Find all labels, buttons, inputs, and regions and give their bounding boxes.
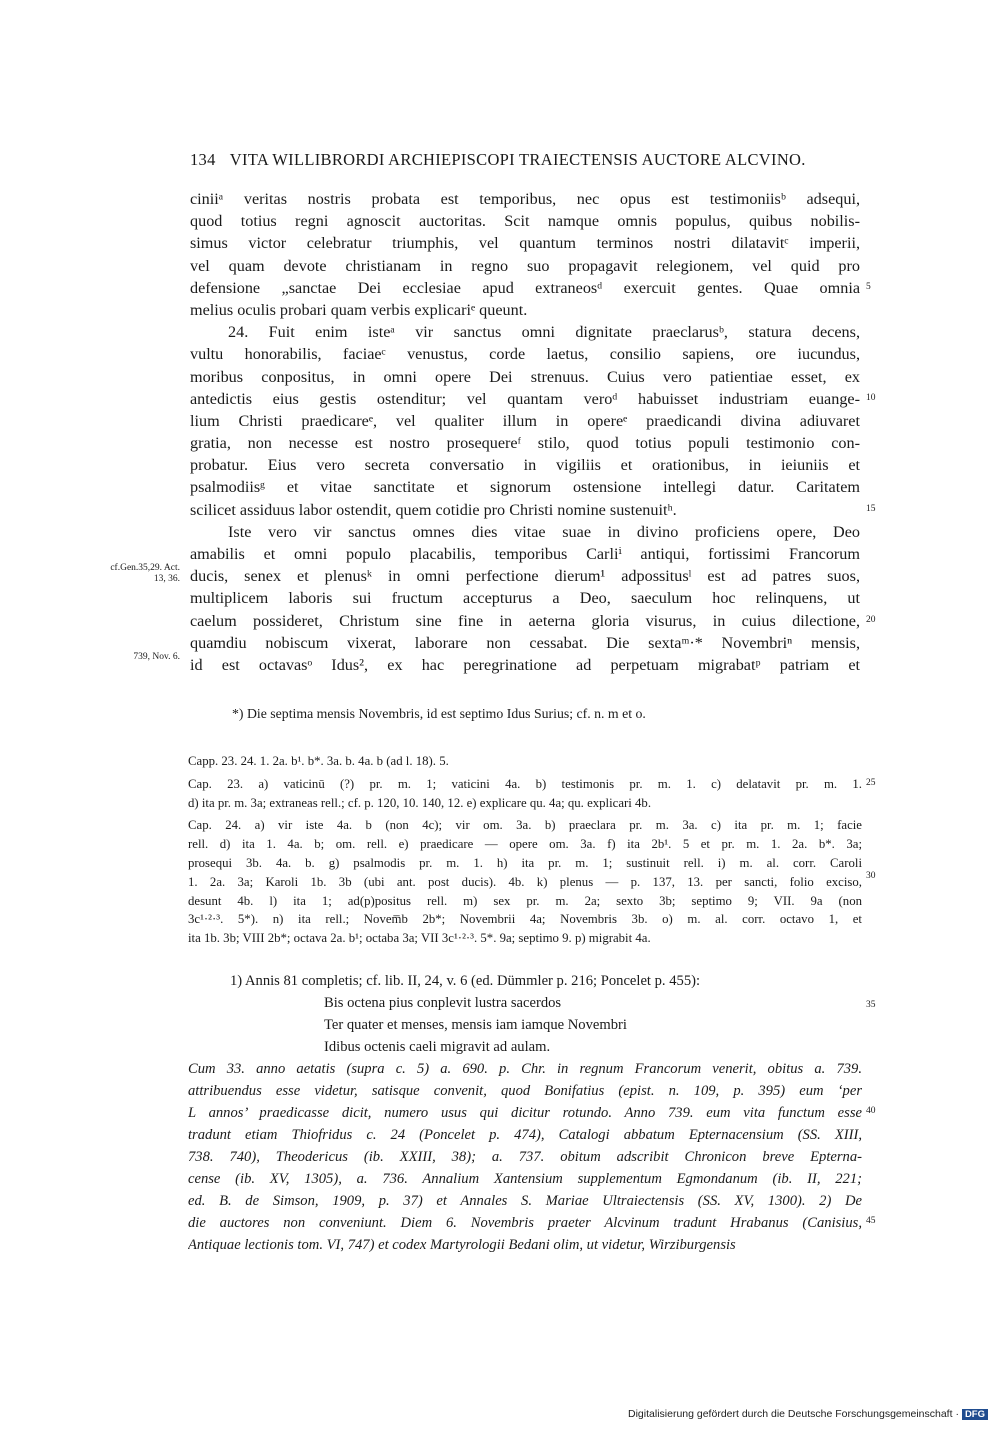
apparatus-line: d) ita pr. m. 3a; extraneas rell.; cf. p. 120, 10. 140, 12. e) explicare qu. 4a; qu. explicari 4b.: [188, 795, 652, 810]
line-number: 15: [866, 504, 876, 514]
line-number: 45: [866, 1216, 876, 1226]
verse-line: Bis octena pius conplevit lustra sacerdos: [324, 995, 562, 1011]
digitization-credit: [628, 1408, 988, 1420]
margin-date: 739, Nov. 6.: [133, 652, 180, 662]
apparatus-line: 3c¹·²·³. 5*). n) ita rell.; Novem̅b 2b*; Novembrii 4a; Novembris 3b. o) m. al. corr. octavo 1, et: [188, 912, 862, 927]
note-line: 1) Annis 81 completis; cf. lib. II, 24, v. 6 (ed. Dümmler p. 216; Poncelet p. 455):: [230, 973, 701, 989]
star-footnote: *) Die septima mensis Novembris, id est septimo Idus Surius; cf. n. m et o.: [232, 706, 646, 721]
line-number: 20: [866, 615, 876, 625]
text-line: psalmodiisᵍ et vitae sanctitate et signorum ostensione intellegi datur. Caritatem: [190, 478, 860, 497]
apparatus-line: prosequi 3b. 4a. b. g) psalmodis pr. m. 1. h) ita pr. m. 1; sustinuit rell. i) m. al. corr. Caroli: [188, 855, 862, 870]
line-number: 35: [866, 1000, 876, 1010]
text-line: multiplicem laboris sui fructum accepturus a Deo, saeculum hoc relinquens, ut: [190, 589, 860, 608]
text-line: vultu honorabilis, faciaeᶜ venustus, corde laetus, consilio sapiens, ore iucundus,: [190, 345, 860, 364]
apparatus-line: Cap. 23. a) vaticinū (?) pr. m. 1; vaticini 4a. b) testimonis pr. m. 1. c) delatavit pr. m. 1.: [188, 776, 862, 791]
text-line: antedictis eius gestis ostenditur; vel quantam veroᵈ habuisset industriam euange-: [190, 389, 860, 408]
note-line: die auctores non conveniunt. Diem 6. Novembris praeter Alcvinum tradunt Hrabanus (Canisius,: [188, 1215, 862, 1231]
apparatus-line: ita 1b. 3b; VIII 2b*; octava 2a. b¹; octaba 3a; VII 3c¹·²·³. 5*. 9a; septimo 9. p) migrabit 4a.: [188, 931, 651, 946]
apparatus-line: rell. d) ita 1. 4a. b; om. rell. e) praedicare — opere om. 3a. f) ita 2b¹. 5 et pr. m. 1. 2a. b*. 3a;: [188, 837, 862, 852]
critical-apparatus: [188, 752, 862, 948]
note-line: Antiquae lectionis tom. VI, 747) et codex Martyrologii Bedani olim, ut videtur, Wirziburgensis: [188, 1237, 736, 1253]
apparatus-line: desunt 4b. l) ita 1; ad(p)positus rell. m) sex pr. m. 2a; sexto 3b; septimo 9; VII. 9a (non: [188, 893, 862, 908]
text-line: 24. Fuit enim isteᵃ vir sanctus omni dignitate praeclarusᵇ, statura decens,: [228, 323, 860, 342]
dfg-logo-badge: DFG: [962, 1409, 988, 1420]
line-number: 30: [866, 871, 876, 881]
credit-text: Digitalisierung gefördert durch die Deutsche Forschungsgemeinschaft ·: [628, 1408, 959, 1420]
line-number: 5: [866, 282, 871, 292]
text-line: amabilis et omni populo placabilis, temporibus Carliⁱ antiqui, fortissimi Francorum: [190, 545, 860, 563]
verse-line: Idibus octenis caeli migravit ad aulam.: [324, 1039, 551, 1055]
apparatus-line: Cap. 24. a) vir iste 4a. b (non 4c); vir om. 3a. b) praeclara pr. m. 3a. c) ita pr. m. 1; facie: [188, 818, 862, 833]
main-text: [190, 188, 860, 676]
note-line: 738. 740), Theodericus (ib. XXIII, 38); a. 737. obitum adscribit Chronicon breve Epterna-: [188, 1149, 862, 1165]
text-line: Iste vero vir sanctus omnes dies vitae suae in divino proficiens opere, Deo: [228, 522, 860, 541]
note-line: L annos’ praedicasse dicit, numero usus qui dicitur rotundo. Anno 739. eum vita functum esse: [188, 1105, 862, 1121]
historical-notes: [188, 970, 862, 1256]
note-line: Cum 33. anno aetatis (supra c. 5) a. 690. p. Chr. in regnum Francorum venerit, obitus a. 739.: [188, 1061, 862, 1077]
text-line: probatur. Eius vero secreta conversatio in vigiliis et orationibus, in ieiuniis et: [190, 456, 860, 475]
note-line: attribuendus esse videtur, satisque convenit, quod Bonifatius (epist. n. 109, p. 395) eum ‘per: [188, 1083, 862, 1099]
text-line: defensione „sanctae Dei ecclesiae apud extraneosᵈ exercuit gentes. Quae omnia: [190, 278, 860, 297]
line-number: 25: [866, 778, 876, 788]
text-line: ciniiᵃ veritas nostris probata est temporibus, nec opus est testimoniisᵇ adsequi,: [190, 190, 860, 208]
line-number: 40: [866, 1106, 876, 1116]
text-line: melius oculis probari quam verbis explicariᵉ queunt.: [190, 300, 528, 319]
text-line: quod totius regni agnoscit auctoritas. Scit namque omnis populus, quibus nobilis-: [190, 212, 860, 231]
margin-reference: cf.Gen.35,29. Act. 13, 36.: [110, 563, 180, 584]
text-line: simus victor celebratur triumphis, vel quantum terminos nostri dilatavitᶜ imperii,: [190, 234, 860, 253]
running-header: [190, 150, 860, 170]
note-line: ed. B. de Simson, 1909, p. 37) et Annales S. Mariae Ultraiectensis (SS. XV, 1300). 2) De: [188, 1193, 862, 1209]
text-line: id est octavasᵒ Idus², ex hac peregrinatione ad perpetuam migrabatᵖ patriam et: [190, 655, 860, 674]
line-number: 10: [866, 393, 876, 403]
text-line: vel quam devote christianam in regno suo propagavit relegionem, vel quid pro: [190, 256, 860, 275]
text-line: caelum possideret, Christum sine fine in aeterna gloria visurus, in cuius dilectione,: [190, 611, 860, 630]
text-line: moribus conpositus, in omni opere Dei strenuus. Cuius vero patientiae esset, ex: [190, 367, 860, 386]
page-number: 134: [190, 150, 216, 169]
text-line: quamdiu nobiscum vixerat, laborare non cessabat. Die sextaᵐ·* Novembriⁿ mensis,: [190, 633, 860, 652]
apparatus-line: 1. 2a. 3a; Karoli 1b. 3b (ubi ant. post ducis). 4b. k) plenus — p. 137, 13. per sancti, folio exciso,: [188, 874, 862, 889]
apparatus-line: Capp. 23. 24. 1. 2a. b¹. b*. 3a. b. 4a. b (ad l. 18). 5.: [188, 754, 449, 768]
running-title: VITA WILLIBRORDI ARCHIEPISCOPI TRAIECTENSIS AUCTORE ALCVINO.: [229, 150, 806, 169]
text-line: ducis, senex et plenusᵏ in omni perfectione dierum¹ adpossitusˡ est ad patres suos,: [190, 567, 860, 586]
text-line: scilicet assiduus labor ostendit, quem cotidie pro Christi nomine sustenuitʰ.: [190, 500, 677, 519]
verse-line: Ter quater et menses, mensis iam iamque Novembri: [324, 1017, 627, 1033]
text-line: gratia, non necesse est nostro prosequereᶠ stilo, quod totius populi testimonio con-: [190, 434, 860, 453]
text-line: lium Christi praedicareᵉ, vel qualiter illum in opereᵉ praedicandi divina adiuvaret: [190, 411, 860, 430]
note-line: cense (ib. XV, 1305), a. 736. Annalium Xantensium supplementum Egmondanum (ib. II, 221;: [188, 1171, 862, 1187]
note-line: tradunt etiam Thiofridus c. 24 (Poncelet p. 474), Catalogi abbatum Epternacensium (SS. XIII,: [188, 1127, 862, 1143]
